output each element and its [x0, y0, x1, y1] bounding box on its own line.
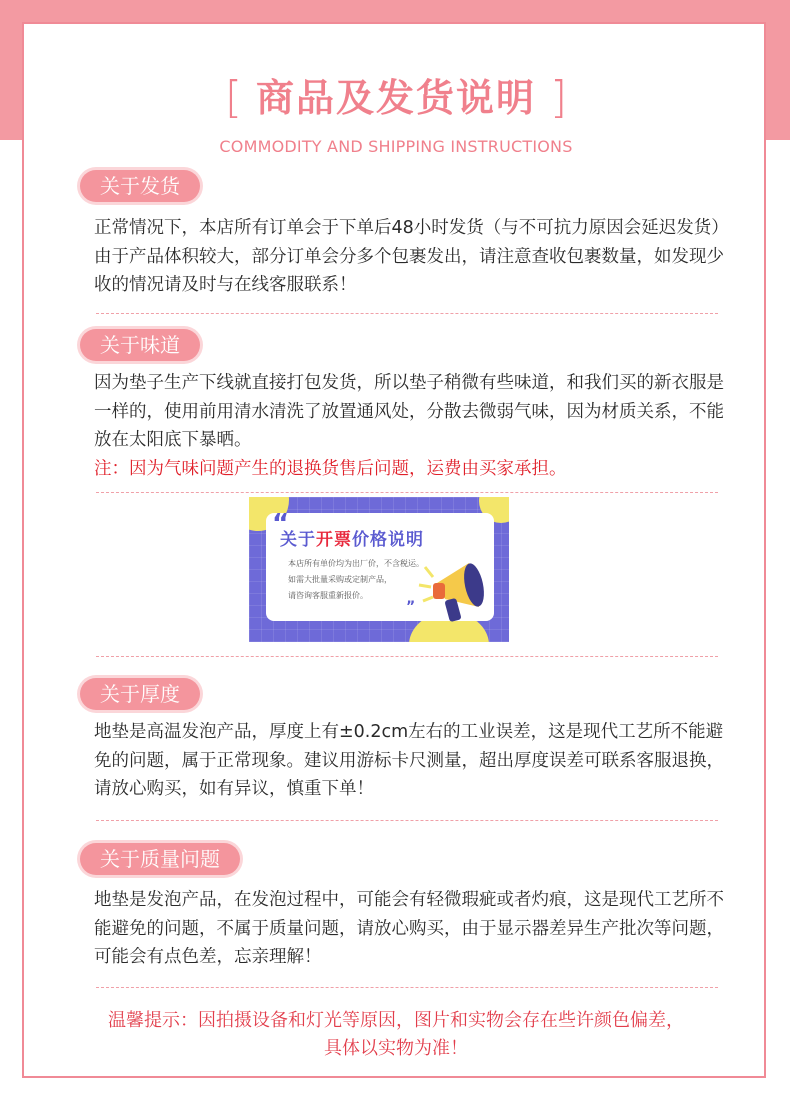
section-label-thickness: 关于厚度 [80, 678, 200, 710]
quote-open-icon: “ [272, 509, 290, 539]
invoice-line: 请咨询客服重新报价。 [288, 591, 368, 600]
section-divider [96, 820, 718, 821]
invoice-line: 如需大批量采购或定制产品， [288, 575, 392, 584]
megaphone-icon [417, 555, 497, 635]
smell-shipping-note: 注：因为气味问题产生的退换货售后问题，运费由买家承担。 [94, 458, 567, 479]
section-label-shipping: 关于发货 [80, 170, 200, 202]
invoice-title [280, 525, 424, 550]
page-title: 商品及发货说明 [255, 76, 536, 120]
title-bracket-left: [ [224, 72, 242, 123]
invoice-line: 本店所有单价均为出厂价，不含税运。 [288, 559, 424, 568]
page-subtitle: COMMODITY AND SHIPPING INSTRUCTIONS [219, 137, 573, 156]
content-frame [22, 22, 766, 1078]
section-text-quality: 地垫是发泡产品，在发泡过程中，可能会有轻微瑕疵或者灼痕，这是现代工艺所不能避免的问题，不属于质量问题，请放心购买，由于显示器差异生产批次等问题，可能会有点色差，忘亲理解！ [94, 890, 724, 967]
section-label-smell: 关于味道 [80, 329, 200, 361]
footer-tip-line1: 温馨提示：因拍摄设备和灯光等原因，图片和实物会存在些许颜色偏差， [108, 1010, 684, 1031]
title-bracket-right: ] [550, 72, 568, 123]
section-divider [96, 656, 718, 657]
section-label-quality: 关于质量问题 [80, 843, 240, 875]
smell-description: 因为垫子生产下线就直接打包发货，所以垫子稍微有些味道，和我们买的新衣服是一样的，使用前用清水清洗了放置通风处，分散去微弱气味，因为材质关系，不能放在太阳底下暴晒。 [94, 373, 724, 450]
section-divider [96, 492, 718, 493]
invoice-title-suffix: 价格说明 [352, 530, 424, 550]
footer-tip-line2: 具体以实物为准！ [324, 1038, 468, 1059]
invoice-banner [249, 497, 509, 642]
section-text-shipping: 正常情况下，本店所有订单会于下单后48小时发货（与不可抗力原因会延迟发货）由于产品体积较大，部分订单会分多个包裹发出，请注意查收包裹数量，如发现少收的情况请及时与在线客服联系！ [94, 218, 724, 295]
section-text-smell [94, 369, 724, 483]
section-divider [96, 987, 718, 988]
invoice-title-highlight: 开票 [316, 530, 352, 550]
footer-tip [24, 1007, 768, 1063]
quote-close-icon: ” [406, 599, 416, 615]
section-text-thickness: 地垫是高温发泡产品，厚度上有±0.2cm左右的工业误差，这是现代工艺所不能避免的问题，属于正常现象。建议用游标卡尺测量，超出厚度误差可联系客服退换，请放心购买，如有异议，慎重下单！ [94, 722, 724, 799]
page-title-row [24, 72, 768, 124]
invoice-title-prefix: 关于 [280, 530, 316, 550]
section-divider [96, 313, 718, 314]
